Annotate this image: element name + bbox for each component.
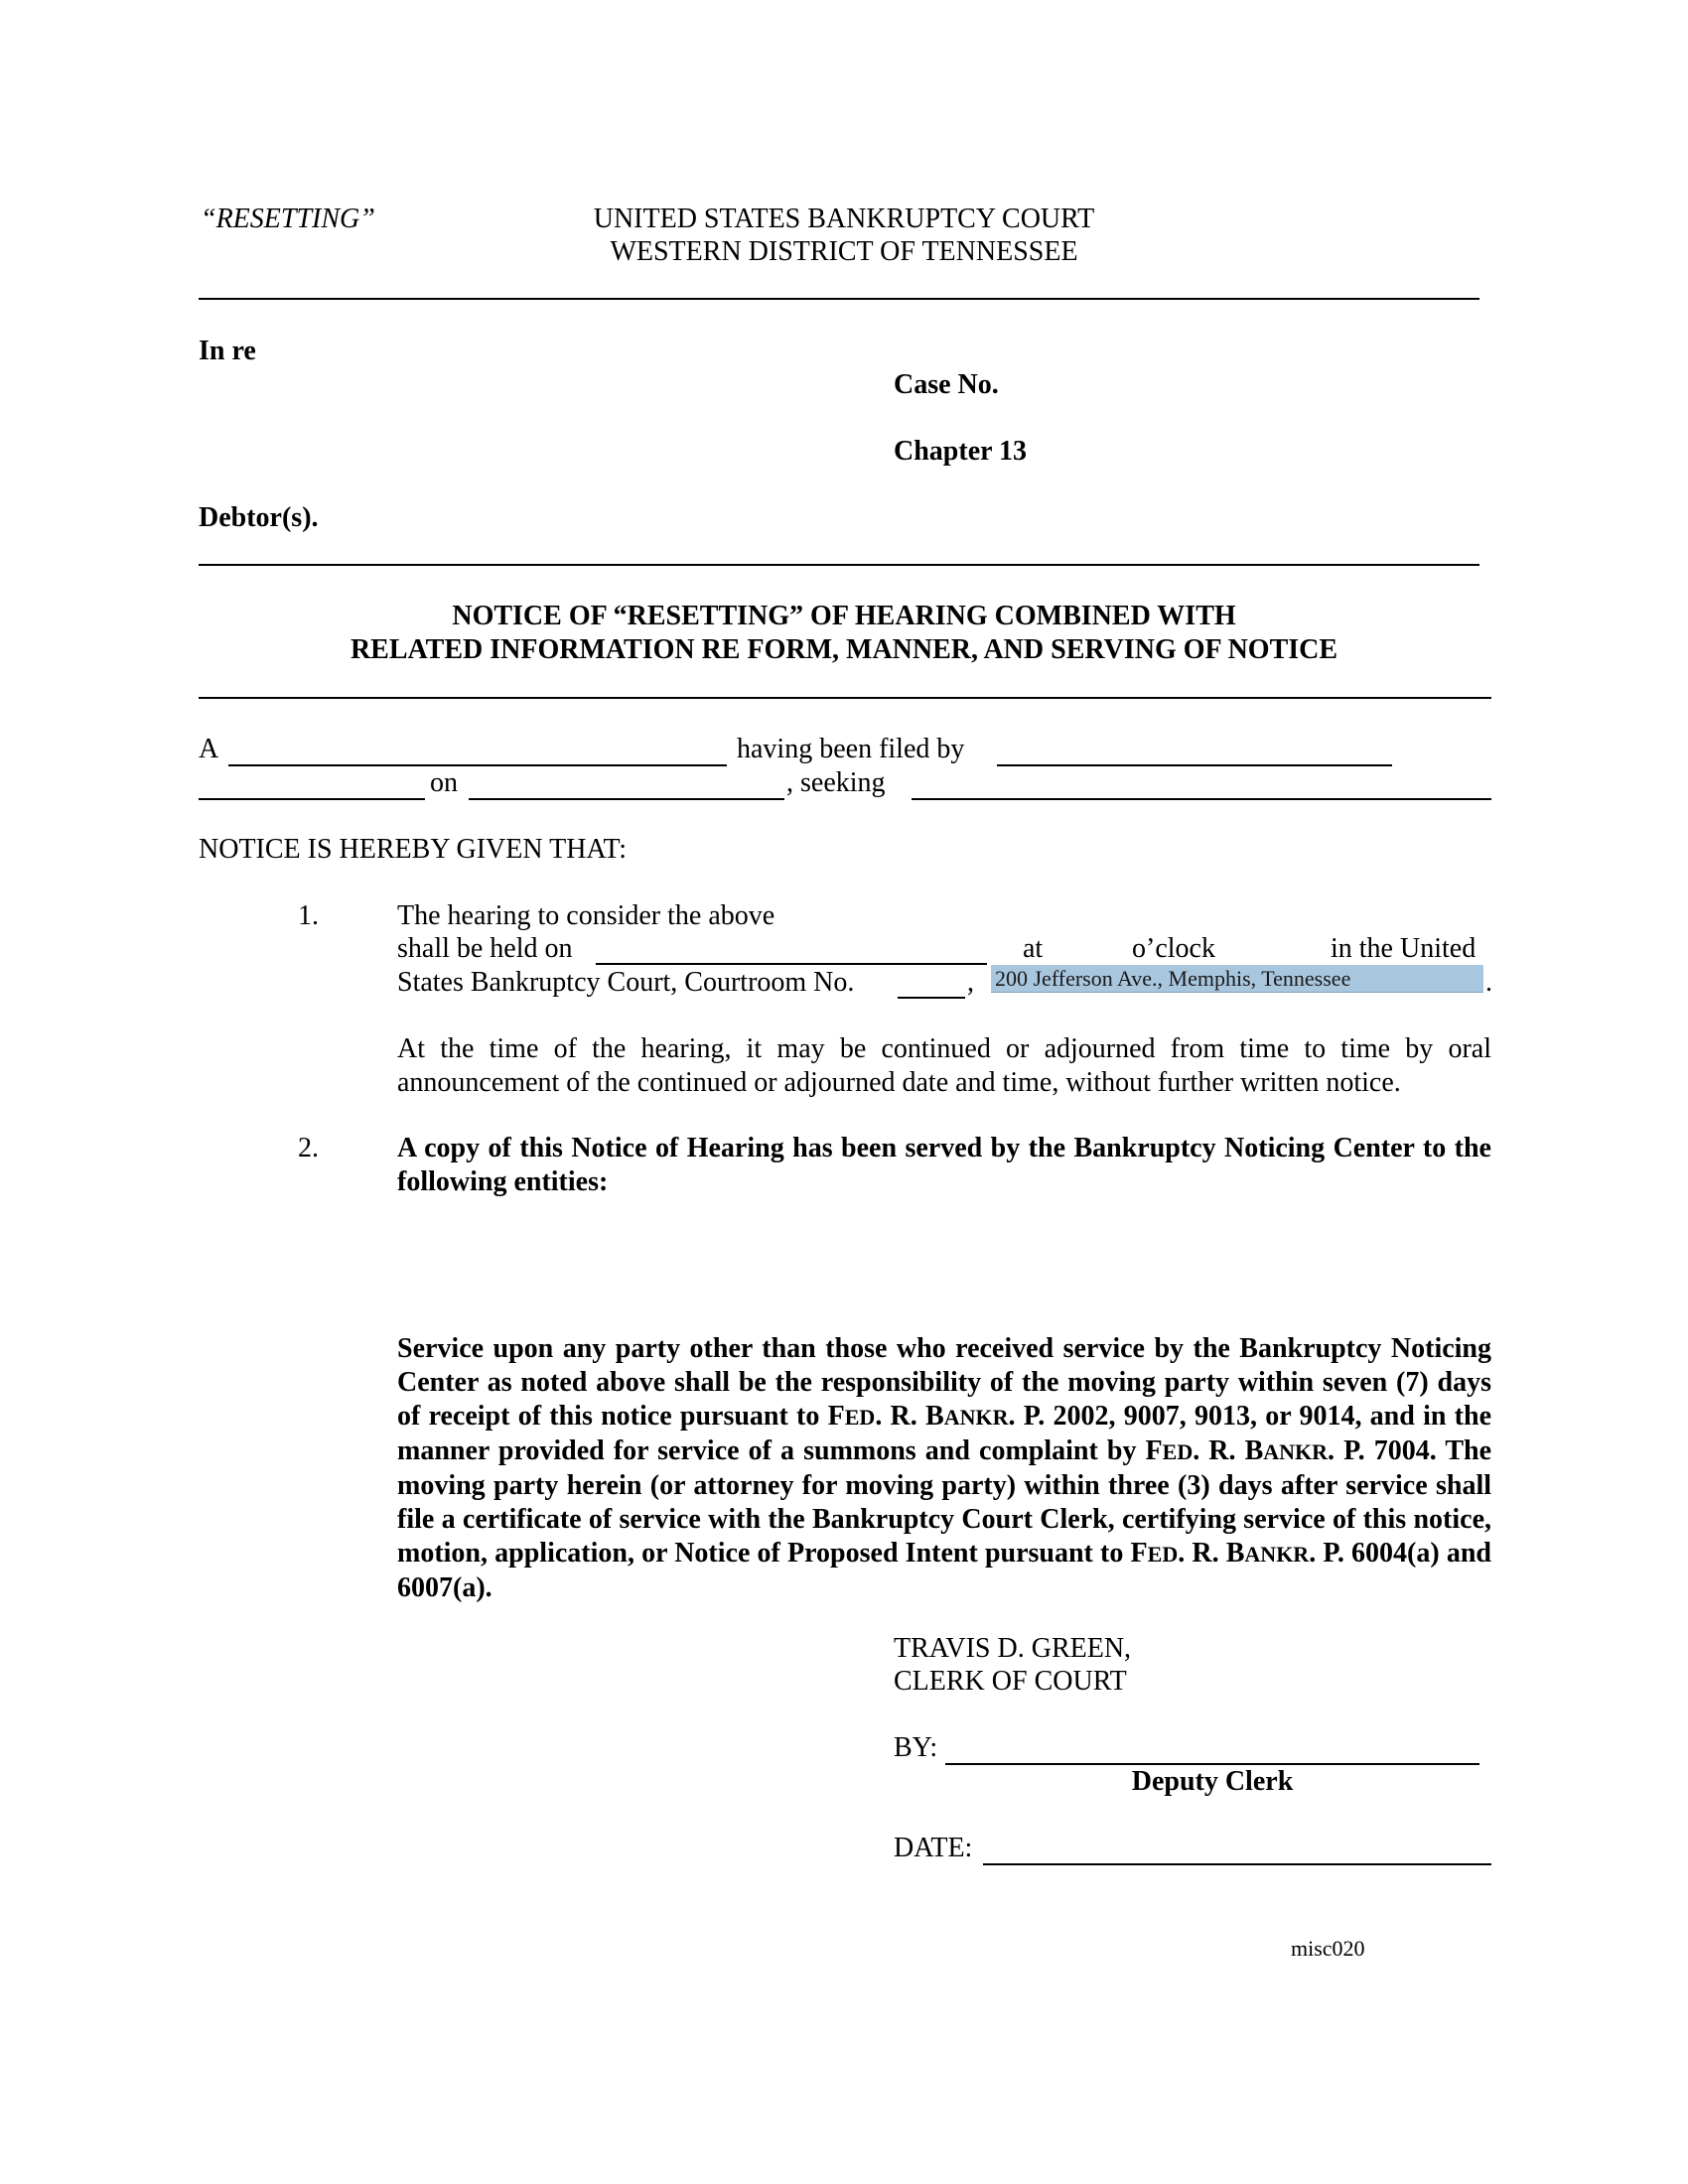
court-district: WESTERN DISTRICT OF TENNESSEE: [610, 236, 1078, 267]
case-no-label: Case No.: [894, 369, 999, 400]
service-text-3: . P. 7004. The moving party herein (or attorney for moving party) within three (3) days after service shall file a certificate of service with the Bankruptcy Court Clerk, certifying service of this notice, motion, application, or Notice of Proposed Intent pursuant to: [397, 1435, 1491, 1569]
clerk-name: TRAVIS D. GREEN,: [894, 1633, 1132, 1664]
title-rule: [199, 697, 1491, 699]
filer-continuation-blank[interactable]: [199, 798, 425, 800]
rule-cite-1-ankr: ANKR: [943, 1405, 1009, 1430]
rule-cite-3-r: . R. B: [1178, 1538, 1245, 1569]
court-name: UNITED STATES BANKRUPTCY COURT: [593, 204, 1095, 234]
resetting-label: “RESETTING”: [201, 204, 375, 234]
rule-cite-2-r: . R. B: [1193, 1435, 1264, 1466]
caption-rule: [199, 564, 1479, 566]
rule-cite-3-f: F: [1130, 1538, 1148, 1569]
intro-on: on: [430, 767, 458, 798]
item1-at: at: [1023, 933, 1044, 964]
motion-type-blank[interactable]: [228, 764, 727, 766]
notice-heading: NOTICE IS HEREBY GIVEN THAT:: [199, 834, 628, 865]
date-label: DATE:: [894, 1833, 973, 1863]
notice-title-line1: NOTICE OF “RESETTING” OF HEARING COMBINED WITH: [452, 601, 1236, 631]
form-id: misc020: [1291, 1936, 1365, 1961]
notice-title-line2: RELATED INFORMATION RE FORM, MANNER, AND SERVING OF NOTICE: [350, 634, 1338, 665]
rule-cite-2-f: F: [1145, 1435, 1163, 1466]
rule-cite-3-ed: ED: [1147, 1542, 1179, 1567]
service-paragraph: [397, 1332, 1491, 1605]
item1-oclock: o’clock: [1132, 933, 1215, 964]
rule-cite-2-ed: ED: [1162, 1439, 1194, 1464]
courtroom-number-blank[interactable]: [898, 997, 965, 999]
clerk-title: CLERK OF COURT: [894, 1666, 1127, 1697]
rule-cite-1-ed: ED: [844, 1405, 876, 1430]
item2-text: A copy of this Notice of Hearing has been served by the Bankruptcy Noticing Center to the following entities:: [397, 1133, 1491, 1197]
item2-number: 2.: [298, 1133, 319, 1163]
deputy-clerk-label: Deputy Clerk: [1131, 1766, 1294, 1797]
item1-number: 1.: [298, 900, 319, 931]
address-field[interactable]: 200 Jefferson Ave., Memphis, Tennessee: [991, 965, 1483, 993]
item1-period: .: [1485, 967, 1492, 998]
intro-filed-by: having been filed by: [737, 734, 965, 764]
item1-held-on: shall be held on: [397, 933, 573, 964]
in-re-label: In re: [199, 336, 256, 366]
header-rule: [199, 298, 1479, 300]
item1-comma: ,: [967, 967, 974, 998]
item1-continued-paragraph: At the time of the hearing, it may be continued or adjourned from time to time by oral announcement of the continued or adjourned date and time, without further written notice.: [397, 1033, 1491, 1098]
item1-courtroom: States Bankruptcy Court, Courtroom No.: [397, 967, 855, 998]
chapter-label: Chapter 13: [894, 436, 1028, 467]
service-text-2: . P. 2002, 9007, 9013, or 9014, and in the manner provided for service of a summons and complaint by: [397, 1401, 1492, 1466]
rule-cite-1-f: F: [827, 1401, 845, 1432]
date-line[interactable]: [983, 1863, 1491, 1865]
rule-cite-2-ankr: ANKR: [1263, 1439, 1329, 1464]
service-text-4: . P. 6004(a) and 6007(a).: [397, 1538, 1492, 1603]
filer-name-blank[interactable]: [997, 764, 1392, 766]
relief-sought-blank[interactable]: [912, 798, 1491, 800]
rule-cite-3-ankr: ANKR: [1244, 1542, 1310, 1567]
rule-cite-1-r: . R. B: [875, 1401, 944, 1432]
filed-date-blank[interactable]: [469, 798, 784, 800]
hearing-date-blank[interactable]: [596, 963, 987, 965]
intro-seeking: , seeking: [786, 767, 886, 798]
service-text-1: Service upon any party other than those who received service by the Bankruptcy Noticing Center as noted above shall be the responsibility of the moving party within seven (7) days of receipt of this notice pursuant to: [397, 1333, 1491, 1432]
item1-line1: The hearing to consider the above: [397, 900, 775, 931]
by-label: BY:: [894, 1732, 938, 1763]
debtors-label: Debtor(s).: [199, 502, 319, 533]
item1-in-the-united: in the United: [1331, 933, 1477, 964]
intro-a: A: [199, 734, 219, 764]
